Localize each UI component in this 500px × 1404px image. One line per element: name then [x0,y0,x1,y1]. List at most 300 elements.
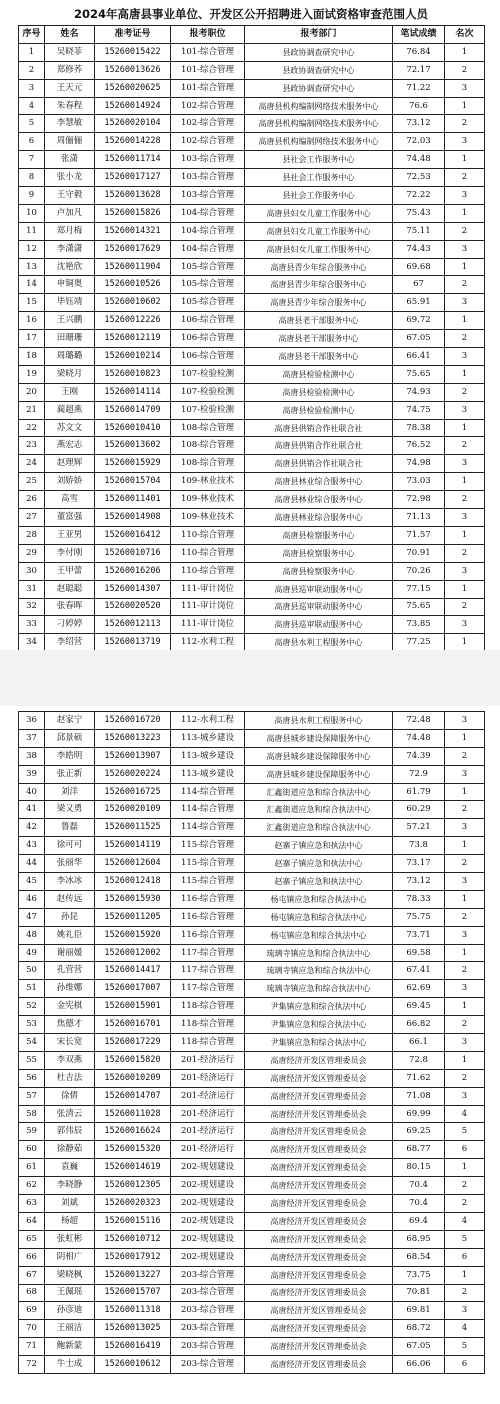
department: 高唐经济开发区管理委员会 [245,1338,393,1356]
written-score: 73.75 [393,1266,445,1284]
position: 118-综合管理 [171,1016,245,1034]
candidate-name: 燕宏志 [45,437,95,455]
department: 高唐经济开发区管理委员会 [245,1123,393,1141]
candidate-name: 苏文文 [45,419,95,437]
table-row [19,509,485,527]
written-score: 78.38 [393,419,445,437]
department: 高唐经济开发区管理委员会 [245,1302,393,1320]
position: 106-综合管理 [171,330,245,348]
exam-number: 15260020109 [95,801,171,819]
row-index: 34 [19,634,45,652]
rank: 2 [445,276,485,294]
row-index: 51 [19,980,45,998]
exam-number: 15260014307 [95,580,171,598]
position: 111-审计岗位 [171,580,245,598]
position: 202-规划建设 [171,1248,245,1266]
page-gap [0,650,500,706]
rank: 1 [445,944,485,962]
row-index: 6 [19,133,45,151]
row-index: 21 [19,401,45,419]
exam-number: 15260020104 [95,115,171,133]
table-row [19,1051,485,1069]
department: 高唐经济开发区管理委员会 [245,1051,393,1069]
position: 112-水利工程 [171,712,245,730]
rank: 1 [445,473,485,491]
candidate-name: 周俪俪 [45,133,95,151]
table-row [19,1195,485,1213]
row-index: 68 [19,1284,45,1302]
row-index: 65 [19,1230,45,1248]
row-index: 42 [19,819,45,837]
document-title: 2024年高唐县事业单位、开发区公开招聘进入面试资格审查范围人员 [73,7,428,21]
written-score: 68.54 [393,1248,445,1266]
candidate-name: 刘娇娇 [45,473,95,491]
position: 107-检验检测 [171,401,245,419]
row-index: 46 [19,890,45,908]
position: 103-综合管理 [171,169,245,187]
exam-number: 15260013025 [95,1320,171,1338]
department: 琉璃寺镇应急和综合执法中心 [245,962,393,980]
department: 高唐县供销合作社联合社 [245,455,393,473]
row-index: 72 [19,1356,45,1374]
department: 高唐经济开发区管理委员会 [245,1248,393,1266]
written-score: 61.79 [393,783,445,801]
department: 高唐经济开发区管理委员会 [245,1284,393,1302]
row-index: 28 [19,526,45,544]
row-index: 26 [19,491,45,509]
row-index: 24 [19,455,45,473]
exam-number: 15260017629 [95,240,171,258]
row-index: 10 [19,204,45,222]
row-index: 3 [19,79,45,97]
table-row [19,998,485,1016]
rank: 3 [445,455,485,473]
department: 高唐县机构编制网络技术服务中心 [245,115,393,133]
rank: 1 [445,1159,485,1177]
candidate-name: 张小龙 [45,169,95,187]
table-row [19,455,485,473]
exam-number: 15260010602 [95,294,171,312]
rank: 1 [445,634,485,652]
rank: 2 [445,1284,485,1302]
exam-number: 15260015820 [95,1051,171,1069]
rank: 2 [445,544,485,562]
rank: 3 [445,1034,485,1052]
rank: 3 [445,562,485,580]
candidate-name: 牛士成 [45,1356,95,1374]
candidate-name: 孙彦迪 [45,1302,95,1320]
exam-number: 15260015704 [95,473,171,491]
position: 116-综合管理 [171,926,245,944]
candidate-name: 姚礼臣 [45,926,95,944]
rank: 3 [445,187,485,205]
exam-number: 15260010712 [95,1230,171,1248]
position: 201-经济运行 [171,1087,245,1105]
position: 104-综合管理 [171,222,245,240]
written-score: 72.8 [393,1051,445,1069]
rank: 1 [445,837,485,855]
exam-number: 15260016412 [95,526,171,544]
table-row [19,616,485,634]
position: 202-规划建设 [171,1195,245,1213]
rank: 2 [445,61,485,79]
department: 高唐经济开发区管理委员会 [245,1320,393,1338]
row-index: 8 [19,169,45,187]
department: 高唐县检察服务中心 [245,562,393,580]
position: 107-检验检测 [171,383,245,401]
candidate-name: 徐可可 [45,837,95,855]
row-index: 59 [19,1123,45,1141]
table-row [19,783,485,801]
exam-number: 15260014709 [95,401,171,419]
candidate-name: 宋长宽 [45,1034,95,1052]
rank: 1 [445,526,485,544]
exam-number: 15260013628 [95,187,171,205]
candidate-name: 袁巍 [45,1159,95,1177]
candidate-name: 高雪 [45,491,95,509]
department: 高唐县青少年综合服务中心 [245,276,393,294]
position: 106-综合管理 [171,348,245,366]
rank: 6 [445,1248,485,1266]
written-score: 74.39 [393,747,445,765]
row-index: 57 [19,1087,45,1105]
exam-number: 15260016624 [95,1123,171,1141]
candidate-name: 周璐璐 [45,348,95,366]
exam-number: 15260010526 [95,276,171,294]
candidate-name: 杜吉法 [45,1069,95,1087]
exam-number: 15260014707 [95,1087,171,1105]
exam-number: 15260011525 [95,819,171,837]
table-row [19,1087,485,1105]
table-row [19,61,485,79]
position: 203-综合管理 [171,1338,245,1356]
department: 高唐经济开发区管理委员会 [245,1230,393,1248]
row-index: 15 [19,294,45,312]
written-score: 62.69 [393,980,445,998]
written-score: 80.15 [393,1159,445,1177]
position: 111-审计岗位 [171,598,245,616]
candidate-name: 李皓明 [45,747,95,765]
department: 高唐县机构编制网络技术服务中心 [245,97,393,115]
position: 201-经济运行 [171,1141,245,1159]
table-row [19,240,485,258]
position: 203-综合管理 [171,1284,245,1302]
rank: 3 [445,348,485,366]
row-index: 38 [19,747,45,765]
exam-number: 15260013227 [95,1266,171,1284]
candidate-name: 李双燕 [45,1051,95,1069]
rank: 1 [445,43,485,61]
position: 202-规划建设 [171,1159,245,1177]
rank: 1 [445,97,485,115]
header-department: 报考部门 [245,26,393,44]
department: 汇鑫街道应急和综合执法中心 [245,819,393,837]
rank: 2 [445,491,485,509]
written-score: 72.22 [393,187,445,205]
exam-number: 15260013626 [95,61,171,79]
row-index: 33 [19,616,45,634]
written-score: 75.75 [393,908,445,926]
row-index: 67 [19,1266,45,1284]
position: 104-综合管理 [171,204,245,222]
position: 105-综合管理 [171,276,245,294]
written-score: 69.4 [393,1212,445,1230]
row-index: 52 [19,998,45,1016]
candidate-name: 金宪棋 [45,998,95,1016]
table-row [19,401,485,419]
row-index: 9 [19,187,45,205]
header-name: 姓名 [45,26,95,44]
candidate-name: 孙维娜 [45,980,95,998]
department: 高唐县老干部服务中心 [245,312,393,330]
written-score: 69.25 [393,1123,445,1141]
table-row [19,908,485,926]
written-score: 72.98 [393,491,445,509]
table-row [19,276,485,294]
candidate-name: 梁晓枫 [45,1266,95,1284]
rank: 1 [445,312,485,330]
exam-number: 15260016419 [95,1338,171,1356]
rank: 2 [445,330,485,348]
table-row [19,944,485,962]
exam-number: 15260010209 [95,1069,171,1087]
position: 111-审计岗位 [171,616,245,634]
written-score: 73.12 [393,115,445,133]
position: 202-规划建设 [171,1177,245,1195]
exam-number: 15260010612 [95,1356,171,1374]
department: 高唐经济开发区管理委员会 [245,1105,393,1123]
position: 108-综合管理 [171,455,245,473]
exam-number: 15260016206 [95,562,171,580]
row-index: 40 [19,783,45,801]
table-row [19,562,485,580]
department: 县社会工作服务中心 [245,151,393,169]
department: 高唐县检验检测中心 [245,383,393,401]
written-score: 70.4 [393,1177,445,1195]
table-row [19,1284,485,1302]
candidate-name: 赵家宁 [45,712,95,730]
candidate-name: 王佩瑶 [45,1284,95,1302]
position: 104-综合管理 [171,240,245,258]
position: 203-综合管理 [171,1266,245,1284]
department: 高唐经济开发区管理委员会 [245,1141,393,1159]
rank: 6 [445,1141,485,1159]
exam-number: 15260015929 [95,455,171,473]
written-score: 75.43 [393,204,445,222]
department: 县政协调查研究中心 [245,79,393,97]
written-score: 74.98 [393,455,445,473]
candidate-name: 李冰冰 [45,873,95,891]
position: 109-林业技术 [171,473,245,491]
table-row [19,133,485,151]
candidate-name: 朱春程 [45,97,95,115]
department: 高唐县机构编制网络技术服务中心 [245,133,393,151]
row-index: 56 [19,1069,45,1087]
written-score: 74.48 [393,729,445,747]
department: 高唐县检验检测中心 [245,401,393,419]
position: 113-城乡建设 [171,729,245,747]
position: 203-综合管理 [171,1302,245,1320]
position: 201-经济运行 [171,1123,245,1141]
rank: 1 [445,365,485,383]
exam-number: 15260020625 [95,79,171,97]
written-score: 72.53 [393,169,445,187]
written-score: 74.75 [393,401,445,419]
table-row [19,115,485,133]
rank: 2 [445,801,485,819]
rank: 3 [445,79,485,97]
exam-number: 15260013223 [95,729,171,747]
candidate-name: 徐倩 [45,1087,95,1105]
exam-number: 15260011401 [95,491,171,509]
exam-number: 15260015920 [95,926,171,944]
written-score: 71.22 [393,79,445,97]
row-index: 44 [19,855,45,873]
rank: 3 [445,712,485,730]
row-index: 30 [19,562,45,580]
rank: 4 [445,1105,485,1123]
position: 102-综合管理 [171,115,245,133]
candidate-name: 毕钰靖 [45,294,95,312]
candidate-name: 刘洋 [45,783,95,801]
position: 202-规划建设 [171,1212,245,1230]
row-index: 20 [19,383,45,401]
written-score: 69.99 [393,1105,445,1123]
exam-number: 15260014119 [95,837,171,855]
department: 高唐县青少年综合服务中心 [245,294,393,312]
department: 汇鑫街道应急和综合执法中心 [245,783,393,801]
department: 高唐县巡审联动服务中心 [245,580,393,598]
written-score: 72.48 [393,712,445,730]
row-index: 12 [19,240,45,258]
written-score: 73.17 [393,855,445,873]
rank: 3 [445,294,485,312]
table-row [19,1177,485,1195]
written-score: 71.62 [393,1069,445,1087]
table-row [19,43,485,61]
rank: 2 [445,222,485,240]
table-row [19,491,485,509]
candidate-name: 沈艳欣 [45,258,95,276]
table-row [19,962,485,980]
department: 杨屯镇应急和综合执法中心 [245,890,393,908]
table-row [19,1034,485,1052]
position: 203-综合管理 [171,1356,245,1374]
rank: 6 [445,1356,485,1374]
department: 县社会工作服务中心 [245,187,393,205]
written-score: 75.11 [393,222,445,240]
exam-number: 15260014924 [95,97,171,115]
exam-number: 15260015826 [95,204,171,222]
table-row [19,330,485,348]
position: 115-综合管理 [171,873,245,891]
exam-number: 15260013602 [95,437,171,455]
written-score: 69.68 [393,258,445,276]
department: 高唐县妇女儿童工作服务中心 [245,222,393,240]
position: 114-综合管理 [171,819,245,837]
position: 105-综合管理 [171,258,245,276]
exam-number: 15260011318 [95,1302,171,1320]
written-score: 76.6 [393,97,445,115]
position: 114-综合管理 [171,801,245,819]
written-score: 68.72 [393,1320,445,1338]
written-score: 73.71 [393,926,445,944]
table-row [19,890,485,908]
header-index: 序号 [19,26,45,44]
department: 高唐经济开发区管理委员会 [245,1087,393,1105]
rank: 1 [445,998,485,1016]
rank: 2 [445,115,485,133]
department: 高唐县林业综合服务中心 [245,491,393,509]
rank: 2 [445,962,485,980]
exam-number: 15260010716 [95,544,171,562]
position: 118-综合管理 [171,998,245,1016]
candidate-name: 张春晖 [45,598,95,616]
written-score: 71.13 [393,509,445,527]
position: 105-综合管理 [171,294,245,312]
department: 尹集镇应急和综合执法中心 [245,998,393,1016]
table-row [19,473,485,491]
table-row [19,419,485,437]
department: 高唐县检验检测中心 [245,365,393,383]
position: 116-综合管理 [171,890,245,908]
candidate-name: 王兴鹏 [45,312,95,330]
exam-number: 15260010410 [95,419,171,437]
row-index: 60 [19,1141,45,1159]
row-index: 16 [19,312,45,330]
exam-number: 15260015707 [95,1284,171,1302]
rank: 3 [445,401,485,419]
written-score: 75.65 [393,365,445,383]
written-score: 66.06 [393,1356,445,1374]
department: 高唐县林业综合服务中心 [245,509,393,527]
position: 102-综合管理 [171,97,245,115]
table-row [19,1356,485,1374]
row-index: 14 [19,276,45,294]
position: 102-综合管理 [171,133,245,151]
candidate-name: 张丽华 [45,855,95,873]
exam-number: 15260020224 [95,765,171,783]
exam-number: 15260012604 [95,855,171,873]
exam-number: 15260012113 [95,616,171,634]
position: 103-综合管理 [171,151,245,169]
table-row [19,1266,485,1284]
written-score: 73.12 [393,873,445,891]
candidate-name: 王守毅 [45,187,95,205]
header-exam-number: 准考证号 [95,26,171,44]
table-row [19,1338,485,1356]
rank: 2 [445,747,485,765]
exam-number: 15260017912 [95,1248,171,1266]
table-row [19,926,485,944]
row-index: 70 [19,1320,45,1338]
candidate-name: 杨超 [45,1212,95,1230]
exam-number: 15260020323 [95,1195,171,1213]
written-score: 74.48 [393,151,445,169]
row-index: 49 [19,944,45,962]
table-row [19,747,485,765]
candidate-name: 赵聪聪 [45,580,95,598]
row-index: 29 [19,544,45,562]
exam-number: 15260012226 [95,312,171,330]
table-row [19,365,485,383]
candidate-name: 蔺超燕 [45,401,95,419]
written-score: 73.85 [393,616,445,634]
row-index: 2 [19,61,45,79]
rank: 5 [445,1338,485,1356]
table-row [19,1212,485,1230]
written-score: 72.03 [393,133,445,151]
